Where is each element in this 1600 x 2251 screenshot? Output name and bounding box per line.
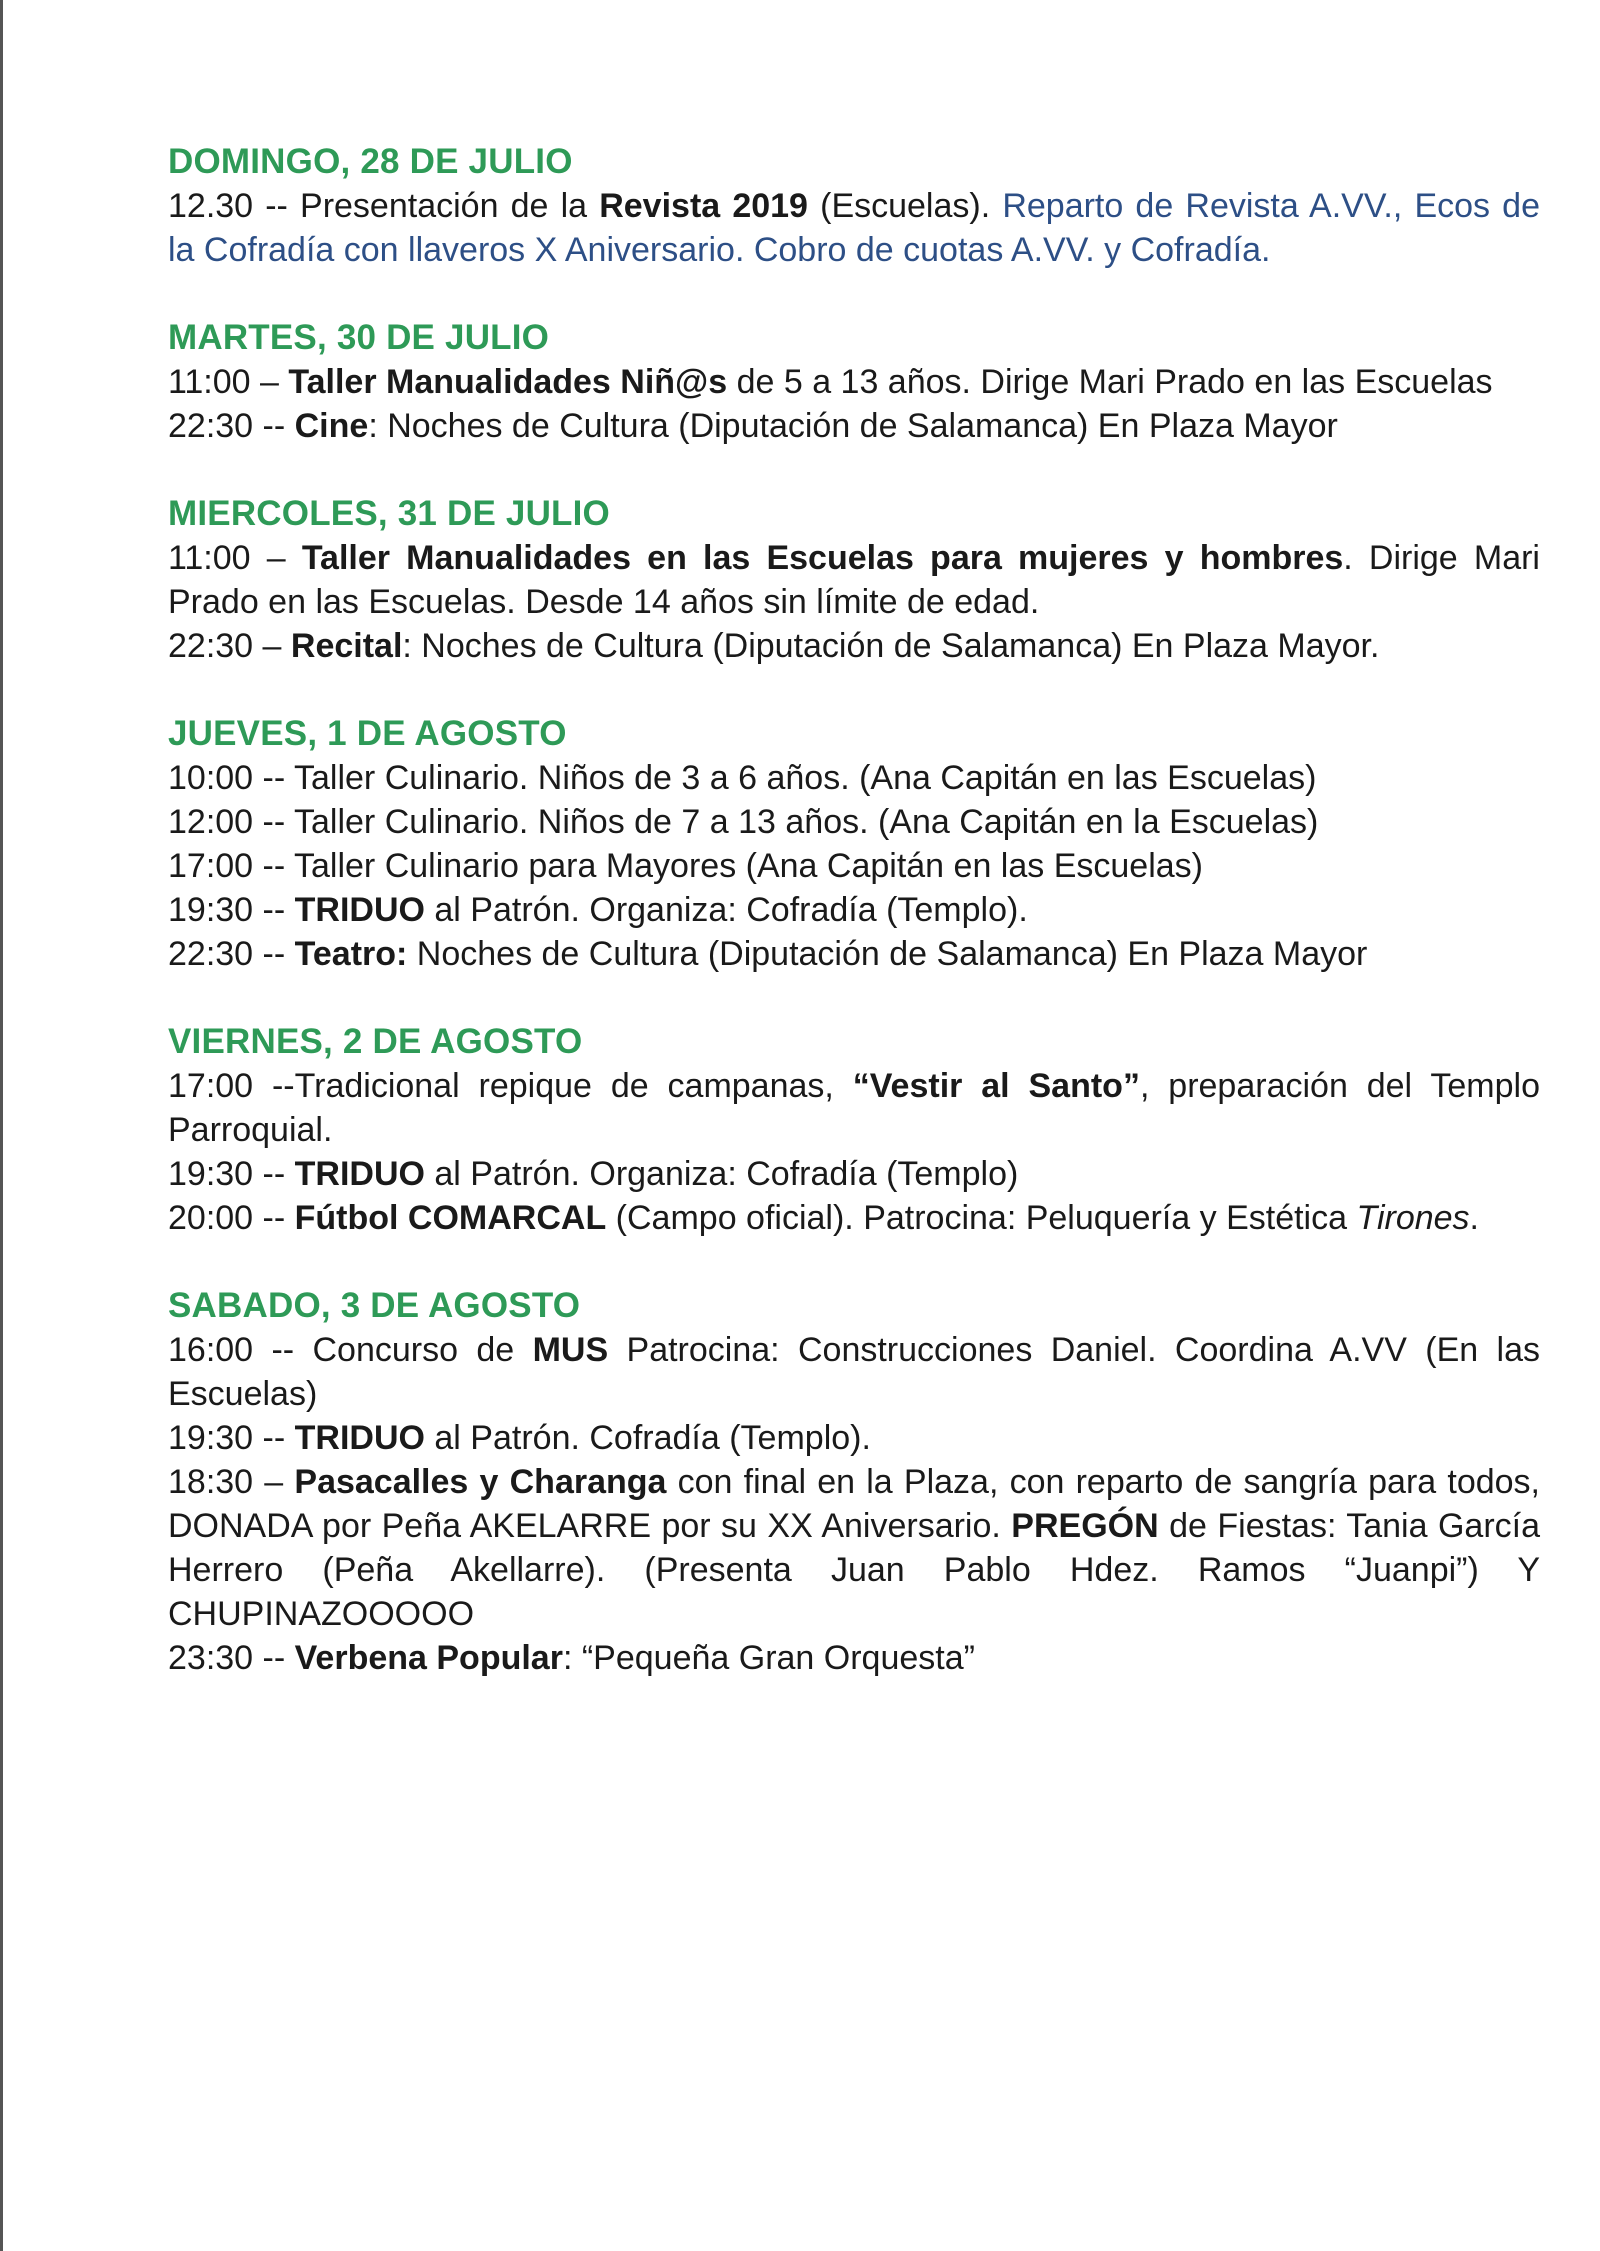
- schedule-entry: [168, 1460, 1540, 1636]
- entry-highlight: TRIDUO: [294, 891, 425, 929]
- entry-text: 23:30 --: [168, 1639, 295, 1677]
- entry-text: 19:30 --: [168, 1419, 295, 1457]
- entry-text: .: [1469, 1199, 1479, 1237]
- entry-text: de 5 a 13 años. Dirige Mari Prado en las Escuelas: [727, 363, 1493, 401]
- entry-text: al Patrón. Cofradía (Templo).: [424, 1419, 871, 1457]
- entry-text: 22:30 –: [168, 627, 291, 665]
- schedule-entry: [168, 404, 1540, 448]
- schedule-entry: [168, 756, 1540, 800]
- entry-highlight: Taller Manualidades en las Escuelas para mujeres y hombres: [301, 539, 1344, 577]
- entry-text: 19:30 --: [168, 1155, 295, 1193]
- day-section: [168, 492, 1540, 668]
- entry-highlight: PREGÓN: [1011, 1507, 1159, 1545]
- day-heading: DOMINGO, 28 DE JULIO: [168, 142, 573, 181]
- day-heading: MIERCOLES, 31 DE JULIO: [168, 494, 610, 533]
- days-list: [168, 140, 1540, 1680]
- entry-text: al Patrón. Organiza: Cofradía (Templo).: [424, 891, 1028, 929]
- schedule-entry: [168, 888, 1540, 932]
- entry-text: , preparación del Templo Parroquial.: [168, 1067, 1540, 1149]
- schedule-entry: [168, 1328, 1540, 1416]
- entry-text: Patrocina: Construcciones Daniel. Coordina A.VV (En las Escuelas): [168, 1331, 1540, 1413]
- entry-text: 18:30 –: [168, 1463, 295, 1501]
- entry-text: . Dirige Mari Prado en las Escuelas. Desde 14 años sin límite de edad.: [168, 539, 1540, 621]
- entry-highlight: MUS: [532, 1331, 609, 1369]
- day-heading: SABADO, 3 DE AGOSTO: [168, 1286, 581, 1325]
- entry-text: : Noches de Cultura (Diputación de Salamanca) En Plaza Mayor.: [402, 627, 1380, 665]
- entry-text: Noches de Cultura (Diputación de Salamanca) En Plaza Mayor: [407, 935, 1368, 973]
- entry-text: Reparto de Revista A.VV., Ecos de la Cofradía con llaveros X Aniversario. Cobro de cuotas A.VV. y Cofradía.: [168, 187, 1540, 269]
- schedule-entry: [168, 1064, 1540, 1152]
- entry-text: 10:00 -- Taller Culinario. Niños de 3 a 6 años. (Ana Capitán en las Escuelas): [168, 759, 1317, 797]
- entry-highlight: Verbena Popular: [294, 1639, 563, 1677]
- entry-text: 12.30 -- Presentación de la: [168, 187, 600, 225]
- day-section: [168, 140, 1540, 272]
- day-section: [168, 1284, 1540, 1680]
- day-section: [168, 1020, 1540, 1240]
- entry-text: 20:00 --: [168, 1199, 295, 1237]
- entry-text: Tirones: [1356, 1199, 1470, 1237]
- entry-text: : “Pequeña Gran Orquesta”: [562, 1639, 975, 1677]
- entry-highlight: Cine: [294, 407, 369, 445]
- day-section: [168, 316, 1540, 448]
- schedule-entry: [168, 536, 1540, 624]
- entry-text: de Fiestas: Tania García Herrero (Peña Akellarre). (Presenta Juan Pablo Hdez. Ramos “Juanpi”) Y CHUPINAZOOOOO: [168, 1507, 1540, 1633]
- schedule-entry: [168, 1416, 1540, 1460]
- entry-text: 19:30 --: [168, 891, 295, 929]
- entry-highlight: Fútbol COMARCAL: [294, 1199, 607, 1237]
- entry-text: : Noches de Cultura (Diputación de Salamanca) En Plaza Mayor: [368, 407, 1338, 445]
- entry-text: 22:30 --: [168, 407, 295, 445]
- entry-text: 16:00 -- Concurso de: [168, 1331, 533, 1369]
- entry-text: al Patrón. Organiza: Cofradía (Templo): [424, 1155, 1019, 1193]
- entry-highlight: TRIDUO: [294, 1419, 425, 1457]
- day-heading: JUEVES, 1 DE AGOSTO: [168, 714, 567, 753]
- schedule-entry: [168, 1196, 1540, 1240]
- entry-highlight: Revista 2019: [599, 187, 808, 225]
- day-section: [168, 712, 1540, 976]
- schedule-entry: [168, 844, 1540, 888]
- entry-text: 22:30 --: [168, 935, 295, 973]
- entry-highlight: TRIDUO: [294, 1155, 425, 1193]
- schedule-entry: [168, 932, 1540, 976]
- schedule-entry: [168, 624, 1540, 668]
- entry-highlight: Teatro:: [294, 935, 408, 973]
- entry-highlight: Pasacalles y Charanga: [294, 1463, 667, 1501]
- schedule-entry: [168, 1152, 1540, 1196]
- day-heading: VIERNES, 2 DE AGOSTO: [168, 1022, 583, 1061]
- left-border-line: [0, 0, 3, 2251]
- entry-text: 12:00 -- Taller Culinario. Niños de 7 a 13 años. (Ana Capitán en la Escuelas): [168, 803, 1319, 841]
- entry-text: 17:00 -- Taller Culinario para Mayores (Ana Capitán en las Escuelas): [168, 847, 1203, 885]
- schedule-entry: [168, 360, 1540, 404]
- schedule-entry: [168, 184, 1540, 272]
- schedule-entry: [168, 800, 1540, 844]
- entry-highlight: “Vestir al Santo”: [852, 1067, 1140, 1105]
- entry-highlight: Recital: [290, 627, 403, 665]
- schedule-entry: [168, 1636, 1540, 1680]
- entry-text: (Campo oficial). Patrocina: Peluquería y Estética: [606, 1199, 1357, 1237]
- entry-text: 11:00 –: [168, 539, 302, 577]
- entry-text: (Escuelas).: [807, 187, 1003, 225]
- entry-highlight: Taller Manualidades Niñ@s: [288, 363, 728, 401]
- day-heading: MARTES, 30 DE JULIO: [168, 318, 550, 357]
- program-page: [168, 140, 1540, 1724]
- entry-text: 17:00 --Tradicional repique de campanas,: [168, 1067, 853, 1105]
- entry-text: con final en la Plaza, con reparto de sangría para todos, DONADA por Peña AKELARRE por su XX Aniversario.: [168, 1463, 1540, 1545]
- entry-text: 11:00 –: [168, 363, 289, 401]
